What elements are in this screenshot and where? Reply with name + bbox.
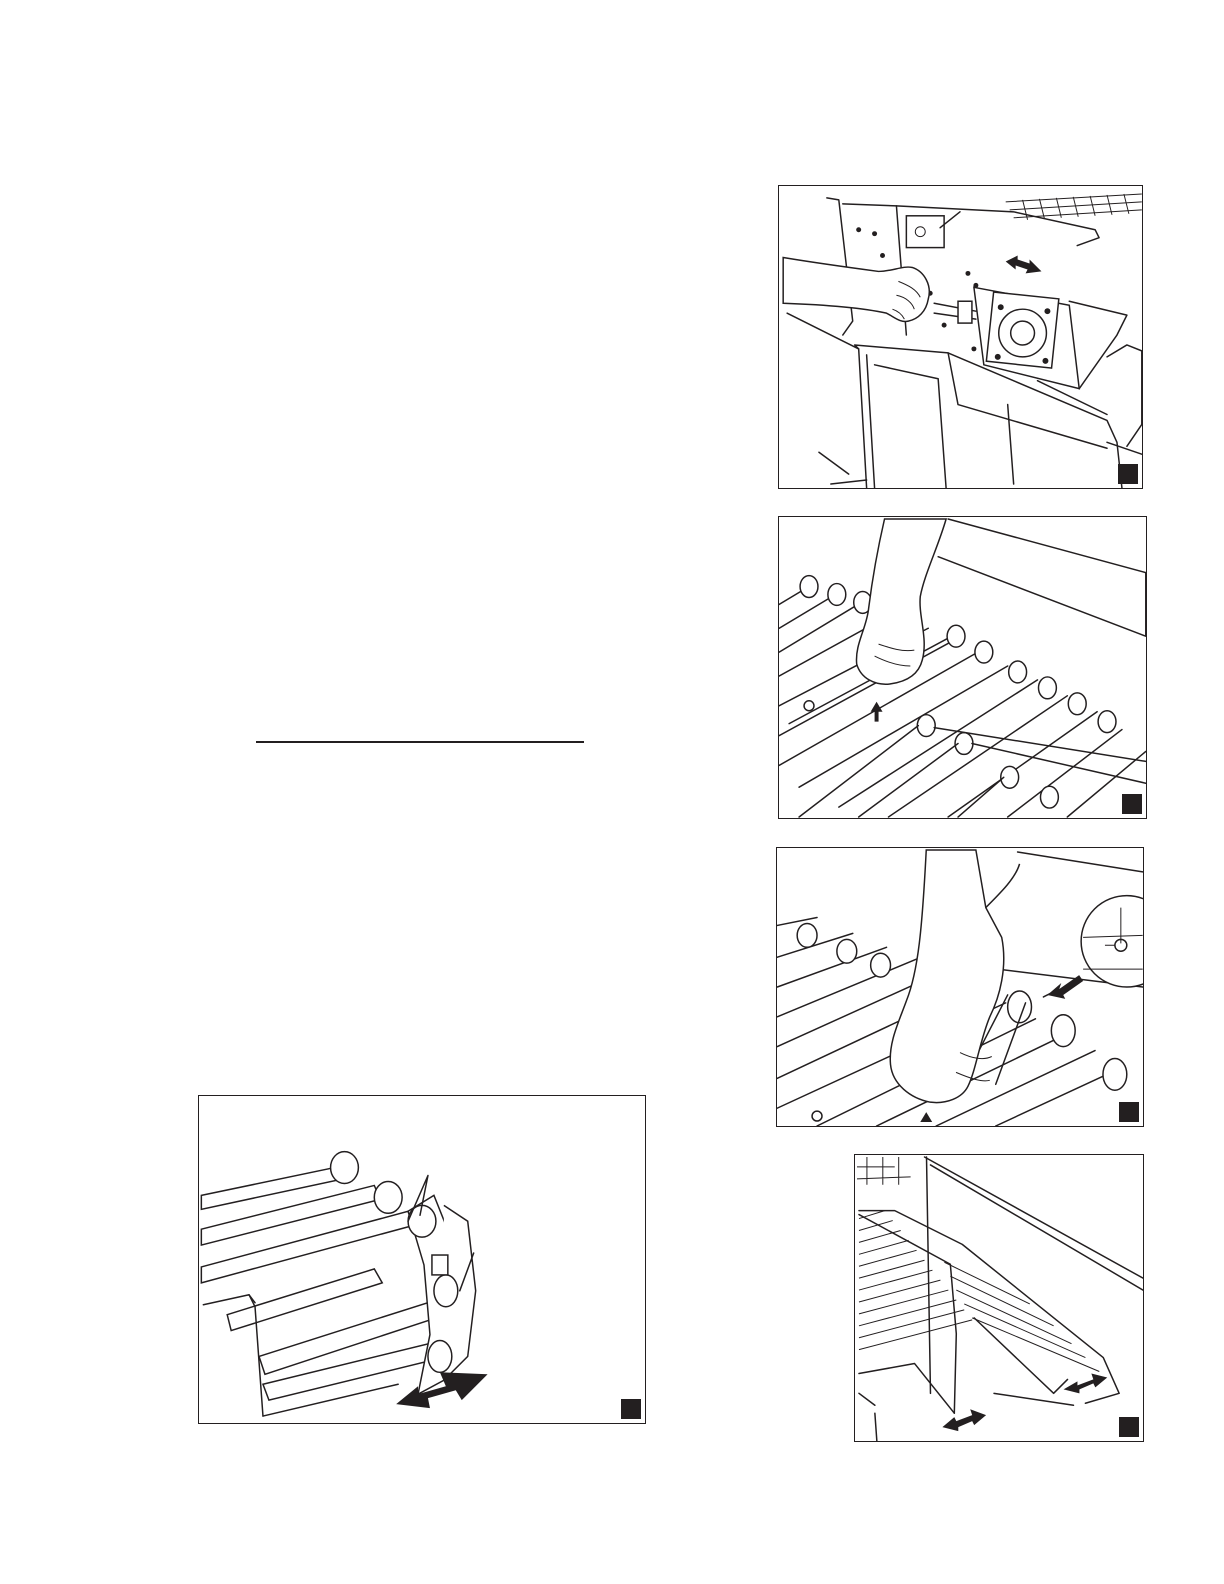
double-arrow-icon [942, 1409, 986, 1431]
figure-bearing-adjustment [778, 185, 1143, 489]
figure-1-marker [1118, 464, 1138, 484]
figure-3-marker [1119, 1102, 1139, 1122]
pointer-arrow-icon [1047, 975, 1083, 999]
figure-belt-tracking [854, 1154, 1144, 1442]
double-arrow-icon [1064, 1373, 1108, 1393]
figure-5-marker [1119, 1417, 1139, 1437]
hand-icon [890, 850, 1019, 1103]
figure-aligning-rod [776, 847, 1144, 1127]
illustration-sprocket-detail [199, 1096, 645, 1423]
double-arrow-icon [1006, 256, 1042, 274]
figure-4-marker [621, 1399, 641, 1419]
figure-sprocket-detail [198, 1095, 646, 1424]
detail-magnifier-icon [1081, 896, 1143, 987]
section-divider [256, 741, 584, 743]
illustration-belt-tracking [855, 1155, 1143, 1441]
figure-lifting-rod [778, 516, 1147, 819]
hand-icon [856, 519, 946, 684]
illustration-bearing-adjustment [779, 186, 1142, 488]
figure-2-marker [1122, 794, 1142, 814]
illustration-lifting-rod [779, 517, 1146, 818]
hand-icon [783, 258, 929, 322]
illustration-aligning-rod [777, 848, 1143, 1126]
